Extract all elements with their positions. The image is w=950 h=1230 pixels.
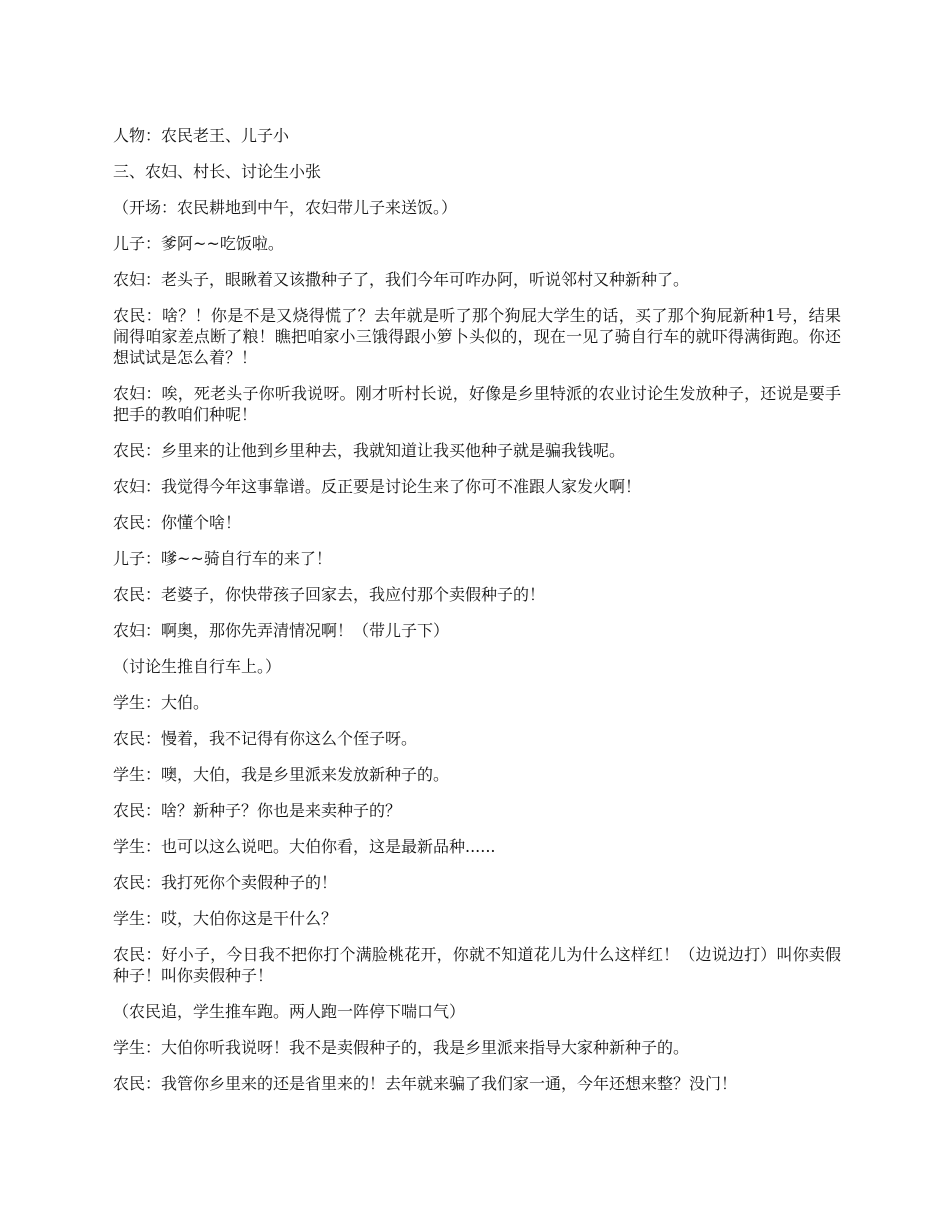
stage-direction: （农民追，学生推车跑。两人跑一阵停下喘口气）: [113, 1002, 466, 1021]
dialogue-line: 学生：噢，大伯，我是乡里派来发放新种子的。: [113, 765, 450, 784]
stage-direction: （讨论生推自行车上。）: [113, 657, 282, 676]
cast-list-line-2: 三、农妇、村长、讨论生小张: [113, 162, 322, 181]
dialogue-line: 学生：哎，大伯你这是干什么？: [113, 909, 338, 928]
dialogue-line: 农妇：老头子，眼瞅着又该撒种子了，我们今年可咋办阿，听说邻村又种新种了。: [113, 270, 690, 289]
dialogue-line: 农妇：唉，死老头子你听我说呀。刚才听村长说，好像是乡里特派的农业讨论生发放种子，还说是要手把手的教咱们种呢！: [113, 384, 841, 424]
dialogue-line: 农民：好小子，今日我不把你打个满脸桃花开，你就不知道花儿为什么这样红！（边说边打）叫你卖假种子！叫你卖假种子！: [113, 945, 841, 985]
dialogue-line: 农民：啥？！你是不是又烧得慌了？去年就是听了那个狗屁大学生的话，买了那个狗屁新种1号，结果闹得咱家差点断了粮！瞧把咱家小三饿得跟小箩卜头似的，现在一见了骑自行车的就吓得满街跑。你还想试试是怎么着？！: [113, 306, 841, 367]
dialogue-line: 儿子：嗲~~骑自行车的来了！: [113, 549, 332, 568]
dialogue-line: 农民：乡里来的让他到乡里种去，我就知道让我买他种子就是骗我钱呢。: [113, 441, 626, 460]
dialogue-line: 学生：大伯你听我说呀！我不是卖假种子的，我是乡里派来指导大家种新种子的。: [113, 1038, 690, 1057]
dialogue-line: 农民：老婆子，你快带孩子回家去，我应付那个卖假种子的！: [113, 585, 546, 604]
dialogue-line: 农妇：啊奥，那你先弄清情况啊！（带儿子下）: [113, 621, 450, 640]
dialogue-line: 农民：啥？新种子？你也是来卖种子的？: [113, 801, 402, 820]
dialogue-line: 儿子：爹阿~~吃饭啦。: [113, 234, 284, 253]
dialogue-line: 学生：也可以这么说吧。大伯你看，这是最新品种......: [113, 837, 496, 856]
dialogue-line: 农民：我管你乡里来的还是省里来的！去年就来骗了我们家一通，今年还想来整？没门！: [113, 1074, 738, 1093]
dialogue-line: 农妇：我觉得今年这事靠谱。反正要是讨论生来了你可不准跟人家发火啊！: [113, 477, 642, 496]
document-page: [113, 125, 841, 1094]
dialogue-line: 农民：我打死你个卖假种子的！: [113, 873, 338, 892]
stage-direction: （开场：农民耕地到中午，农妇带儿子来送饭。）: [113, 198, 458, 217]
dialogue-line: 学生：大伯。: [113, 693, 210, 712]
dialogue-line: 农民：慢着，我不记得有你这么个侄子呀。: [113, 729, 418, 748]
cast-list-line-1: 人物：农民老王、儿子小: [113, 126, 290, 145]
dialogue-line: 农民：你懂个啥！: [113, 513, 242, 532]
